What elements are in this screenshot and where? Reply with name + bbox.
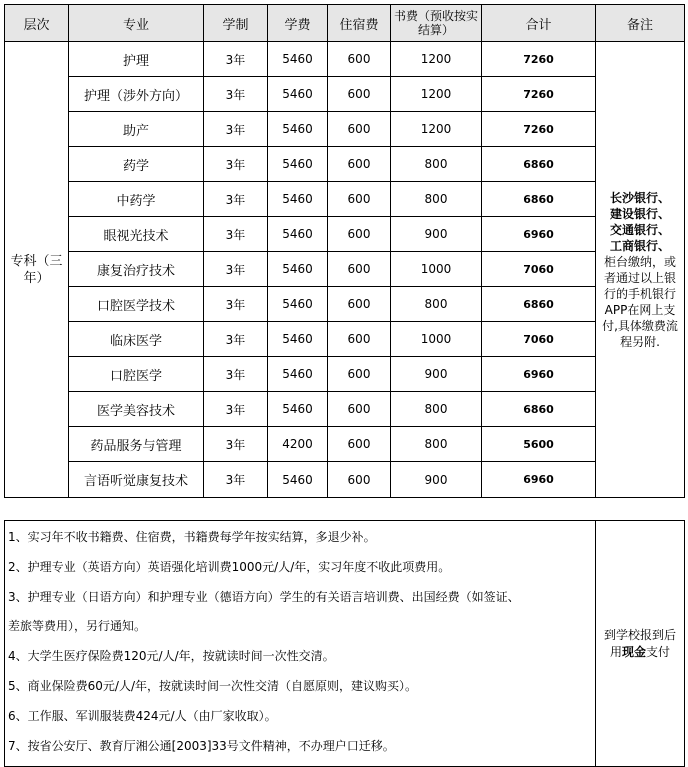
major-cell: 护理: [69, 42, 204, 77]
duration-cell: 3年: [204, 182, 268, 217]
header-duration: 学制: [204, 5, 268, 42]
total-cell: 6860: [482, 287, 596, 322]
tuition-cell: 5460: [268, 217, 328, 252]
fee-row: [5, 357, 685, 392]
header-level: 层次: [5, 5, 69, 42]
dorm-cell: 600: [328, 217, 391, 252]
major-cell: 口腔医学技术: [69, 287, 204, 322]
duration-cell: 3年: [204, 147, 268, 182]
bank-name: 建设银行、: [609, 206, 670, 221]
duration-cell: 3年: [204, 77, 268, 112]
payment-note: [596, 521, 685, 767]
bank-name: 交通银行、: [609, 222, 670, 237]
dorm-cell: 600: [328, 252, 391, 287]
total-cell: 5600: [482, 427, 596, 462]
dorm-cell: 600: [328, 182, 391, 217]
major-cell: 医学美容技术: [69, 392, 204, 427]
note-line: 2、护理专业（英语方向）英语强化培训费1000元/人/年，实习年度不收此项费用。: [8, 559, 451, 574]
major-cell: 助产: [69, 112, 204, 147]
books-cell: 800: [391, 287, 482, 322]
bank-name: 工商银行、: [609, 238, 670, 253]
dorm-cell: 600: [328, 322, 391, 357]
fee-row: [5, 462, 685, 498]
fee-row: [5, 147, 685, 182]
payment-note-emphasis: 现金: [621, 644, 646, 659]
header-dorm: 住宿费: [328, 5, 391, 42]
dorm-cell: 600: [328, 287, 391, 322]
tuition-cell: 5460: [268, 322, 328, 357]
fee-row: [5, 112, 685, 147]
payment-note-before: 到学校报到后用: [603, 627, 676, 659]
fee-row: [5, 392, 685, 427]
bank-name: 长沙银行、: [609, 190, 670, 205]
dorm-cell: 600: [328, 392, 391, 427]
duration-cell: 3年: [204, 252, 268, 287]
tuition-cell: 5460: [268, 147, 328, 182]
duration-cell: 3年: [204, 42, 268, 77]
remarks-cell: [596, 42, 685, 498]
major-cell: 康复治疗技术: [69, 252, 204, 287]
books-cell: 1200: [391, 42, 482, 77]
header-books: 书费（预收按实结算）: [391, 5, 482, 42]
books-cell: 1200: [391, 112, 482, 147]
total-cell: 6960: [482, 357, 596, 392]
books-cell: 1000: [391, 252, 482, 287]
tuition-cell: 5460: [268, 182, 328, 217]
total-cell: 7260: [482, 77, 596, 112]
major-cell: 眼视光技术: [69, 217, 204, 252]
tuition-cell: 5460: [268, 392, 328, 427]
fee-table: [4, 4, 685, 498]
major-cell: 护理（涉外方向）: [69, 77, 204, 112]
tuition-cell: 4200: [268, 427, 328, 462]
fee-row: [5, 217, 685, 252]
fee-row: [5, 42, 685, 77]
books-cell: 800: [391, 182, 482, 217]
header-major: 专业: [69, 5, 204, 42]
duration-cell: 3年: [204, 322, 268, 357]
duration-cell: 3年: [204, 287, 268, 322]
total-cell: 6860: [482, 182, 596, 217]
note-line: 3、护理专业（日语方向）和护理专业（德语方向）学生的有关语言培训费、出国经费（如签证、: [8, 589, 520, 604]
total-cell: 6960: [482, 217, 596, 252]
books-cell: 900: [391, 357, 482, 392]
dorm-cell: 600: [328, 357, 391, 392]
tuition-cell: 5460: [268, 77, 328, 112]
header-remarks: 备注: [596, 5, 685, 42]
fee-row: [5, 287, 685, 322]
duration-cell: 3年: [204, 392, 268, 427]
payment-note-after: 支付: [646, 644, 671, 659]
books-cell: 1200: [391, 77, 482, 112]
tuition-cell: 5460: [268, 357, 328, 392]
header-tuition: 学费: [268, 5, 328, 42]
major-cell: 药学: [69, 147, 204, 182]
books-cell: 1000: [391, 322, 482, 357]
tuition-cell: 5460: [268, 112, 328, 147]
remarks-text: 柜台缴纳，或者通过以上银行的手机银行APP在网上支付,具体缴费流程另附.: [602, 254, 678, 349]
note-line: 6、工作服、军训服装费424元/人（由厂家收取）。: [8, 708, 277, 723]
notes-table: [4, 520, 685, 767]
dorm-cell: 600: [328, 112, 391, 147]
note-line: 7、按省公安厅、教育厅湘公通[2003]33号文件精神，不办理户口迁移。: [8, 738, 395, 753]
total-cell: 6860: [482, 147, 596, 182]
header-row: [5, 5, 685, 42]
major-cell: 药品服务与管理: [69, 427, 204, 462]
duration-cell: 3年: [204, 217, 268, 252]
level-cell: 专科（三年）: [5, 42, 69, 498]
note-line: 4、大学生医疗保险费120元/人/年，按就读时间一次性交清。: [8, 649, 335, 664]
note-line: 1、实习年不收书籍费、住宿费，书籍费每学年按实结算，多退少补。: [8, 530, 376, 544]
books-cell: 800: [391, 392, 482, 427]
books-cell: 800: [391, 427, 482, 462]
total-cell: 6960: [482, 462, 596, 498]
dorm-cell: 600: [328, 427, 391, 462]
tuition-cell: 5460: [268, 287, 328, 322]
major-cell: 言语听觉康复技术: [69, 462, 204, 498]
fee-row: [5, 77, 685, 112]
total-cell: 7060: [482, 252, 596, 287]
duration-cell: 3年: [204, 357, 268, 392]
note-line: 5、商业保险费60元/人/年，按就读时间一次性交清（自愿原则，建议购买）。: [8, 678, 417, 693]
note-line: 差旅等费用），另行通知。: [8, 619, 147, 634]
books-cell: 900: [391, 217, 482, 252]
tuition-cell: 5460: [268, 462, 328, 498]
total-cell: 6860: [482, 392, 596, 427]
dorm-cell: 600: [328, 462, 391, 498]
fee-row: [5, 427, 685, 462]
fee-row: [5, 182, 685, 217]
dorm-cell: 600: [328, 77, 391, 112]
fee-row: [5, 252, 685, 287]
major-cell: 口腔医学: [69, 357, 204, 392]
major-cell: 临床医学: [69, 322, 204, 357]
fee-row: [5, 322, 685, 357]
books-cell: 800: [391, 147, 482, 182]
dorm-cell: 600: [328, 147, 391, 182]
notes-list: [5, 521, 596, 767]
major-cell: 中药学: [69, 182, 204, 217]
total-cell: 7260: [482, 112, 596, 147]
duration-cell: 3年: [204, 427, 268, 462]
tuition-cell: 5460: [268, 252, 328, 287]
header-total: 合计: [482, 5, 596, 42]
books-cell: 900: [391, 462, 482, 498]
total-cell: 7060: [482, 322, 596, 357]
duration-cell: 3年: [204, 112, 268, 147]
duration-cell: 3年: [204, 462, 268, 498]
total-cell: 7260: [482, 42, 596, 77]
tuition-cell: 5460: [268, 42, 328, 77]
dorm-cell: 600: [328, 42, 391, 77]
